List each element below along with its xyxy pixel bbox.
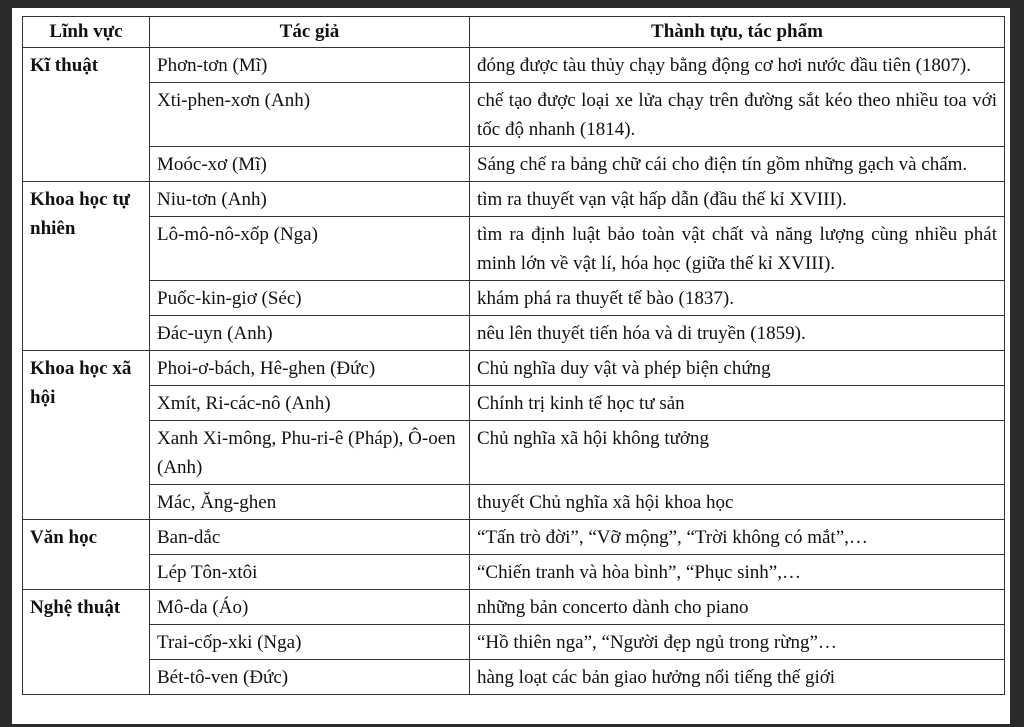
- author-cell: Trai-cốp-xki (Nga): [150, 625, 470, 660]
- table-row: [23, 421, 1005, 485]
- author-cell: Lép Tôn-xtôi: [150, 555, 470, 590]
- table-row: [23, 485, 1005, 520]
- author-cell: Phơn-tơn (Mĩ): [150, 48, 470, 83]
- table-row: [23, 182, 1005, 217]
- table-header-row: [23, 17, 1005, 48]
- work-cell: thuyết Chủ nghĩa xã hội khoa học: [470, 485, 1005, 520]
- table-row: [23, 83, 1005, 147]
- table-row: [23, 48, 1005, 83]
- field-cell: Nghệ thuật: [23, 590, 150, 695]
- work-cell: nêu lên thuyết tiến hóa và di truyền (1859).: [470, 316, 1005, 351]
- work-cell: tìm ra định luật bảo toàn vật chất và năng lượng cùng nhiều phát minh lớn về vật lí, hóa học (giữa thế kỉ XVIII).: [470, 217, 1005, 281]
- author-cell: Bét-tô-ven (Đức): [150, 660, 470, 695]
- field-cell: Văn học: [23, 520, 150, 590]
- work-cell: chế tạo được loại xe lửa chạy trên đường sắt kéo theo nhiều toa với tốc độ nhanh (1814).: [470, 83, 1005, 147]
- author-cell: Moóc-xơ (Mĩ): [150, 147, 470, 182]
- author-cell: Puốc-kin-giơ (Séc): [150, 281, 470, 316]
- table-row: [23, 386, 1005, 421]
- author-cell: Xmít, Ri-các-nô (Anh): [150, 386, 470, 421]
- table-row: [23, 351, 1005, 386]
- work-cell: đóng được tàu thủy chạy bằng động cơ hơi nước đầu tiên (1807).: [470, 48, 1005, 83]
- author-cell: Xti-phen-xơn (Anh): [150, 83, 470, 147]
- work-cell: hàng loạt các bản giao hưởng nổi tiếng thế giới: [470, 660, 1005, 695]
- table-row: [23, 660, 1005, 695]
- work-cell: Chủ nghĩa xã hội không tưởng: [470, 421, 1005, 485]
- table-row: [23, 147, 1005, 182]
- author-cell: Mác, Ăng-ghen: [150, 485, 470, 520]
- work-cell: Chủ nghĩa duy vật và phép biện chứng: [470, 351, 1005, 386]
- table-row: [23, 520, 1005, 555]
- author-cell: Niu-tơn (Anh): [150, 182, 470, 217]
- achievements-table: [22, 16, 1005, 695]
- field-cell: Khoa học tự nhiên: [23, 182, 150, 351]
- document-page: [12, 8, 1010, 724]
- work-cell: “Chiến tranh và hòa bình”, “Phục sinh”,…: [470, 555, 1005, 590]
- work-cell: Chính trị kinh tế học tư sản: [470, 386, 1005, 421]
- table-row: [23, 625, 1005, 660]
- header-work: Thành tựu, tác phẩm: [470, 17, 1005, 48]
- work-cell: “Hồ thiên nga”, “Người đẹp ngủ trong rừng”…: [470, 625, 1005, 660]
- author-cell: Mô-da (Áo): [150, 590, 470, 625]
- table-row: [23, 217, 1005, 281]
- header-author: Tác giả: [150, 17, 470, 48]
- table-row: [23, 555, 1005, 590]
- author-cell: Lô-mô-nô-xốp (Nga): [150, 217, 470, 281]
- table-row: [23, 281, 1005, 316]
- author-cell: Xanh Xi-mông, Phu-ri-ê (Pháp), Ô-oen (Anh): [150, 421, 470, 485]
- table-body: [23, 48, 1005, 695]
- work-cell: những bản concerto dành cho piano: [470, 590, 1005, 625]
- work-cell: tìm ra thuyết vạn vật hấp dẫn (đầu thế kỉ XVIII).: [470, 182, 1005, 217]
- author-cell: Ban-dắc: [150, 520, 470, 555]
- work-cell: “Tấn trò đời”, “Vỡ mộng”, “Trời không có mắt”,…: [470, 520, 1005, 555]
- table-row: [23, 590, 1005, 625]
- work-cell: khám phá ra thuyết tế bào (1837).: [470, 281, 1005, 316]
- table-row: [23, 316, 1005, 351]
- work-cell: Sáng chế ra bảng chữ cái cho điện tín gồm những gạch và chấm.: [470, 147, 1005, 182]
- author-cell: Đác-uyn (Anh): [150, 316, 470, 351]
- header-field: Lĩnh vực: [23, 17, 150, 48]
- field-cell: Kĩ thuật: [23, 48, 150, 182]
- field-cell: Khoa học xã hội: [23, 351, 150, 520]
- author-cell: Phoi-ơ-bách, Hê-ghen (Đức): [150, 351, 470, 386]
